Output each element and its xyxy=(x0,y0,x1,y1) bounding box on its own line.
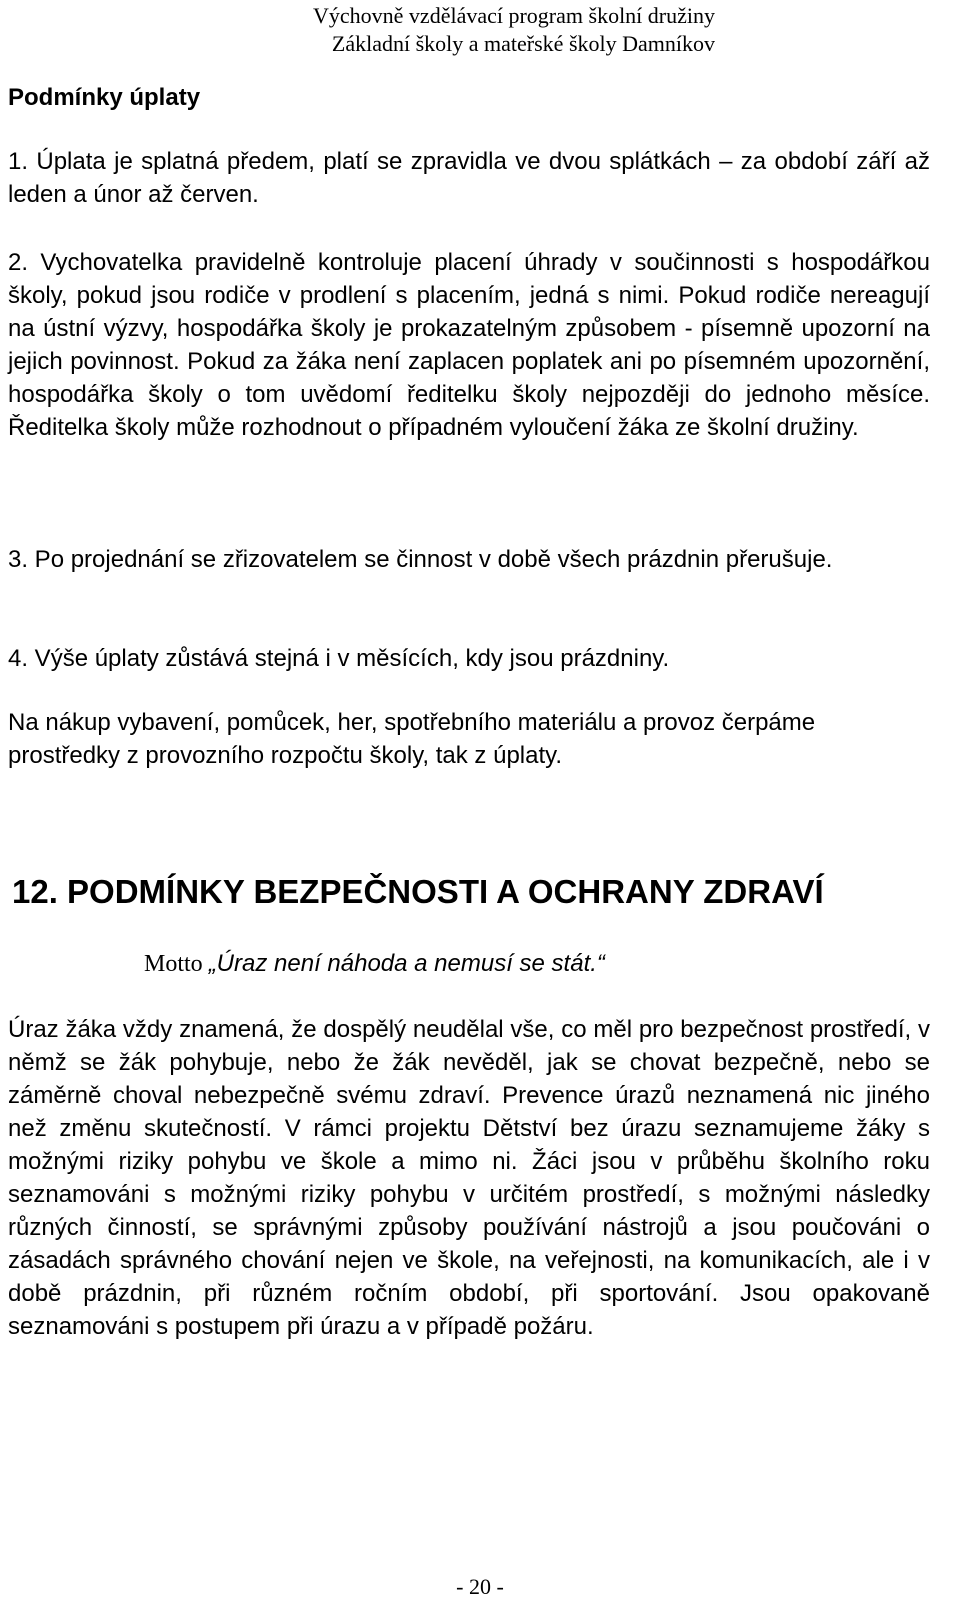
header-school-name: Základní školy a mateřské školy Damníkov xyxy=(331,31,715,56)
section-heading: Podmínky úplaty xyxy=(8,84,201,111)
payment-item-4: 4. Výše úplaty zůstává stejná i v měsících, kdy jsou prázdniny. xyxy=(8,645,670,672)
payment-item-1: 1. Úplata je splatná předem, platí se zpravidla ve dvou splátkách – za období září až leden a únor až červen. xyxy=(8,148,930,208)
page-header xyxy=(313,2,715,58)
header-program-title: Výchovně vzdělávací program školní družiny xyxy=(313,3,715,28)
payment-item-3: 3. Po projednání se zřizovatelem se činnost v době všech prázdnin přerušuje. xyxy=(8,546,833,573)
motto xyxy=(144,948,605,980)
chapter-title: 12. PODMÍNKY BEZPEČNOSTI A OCHRANY ZDRAVÍ xyxy=(12,873,824,910)
motto-label: Motto xyxy=(144,951,203,977)
motto-quote: „Úraz není náhoda a nemusí se stát.“ xyxy=(208,950,605,977)
safety-paragraph: Úraz žáka vždy znamená, že dospělý neudělal vše, co měl pro bezpečnost prostředí, v němž se žák pohybuje, nebo že žák nevěděl, jak se chovat bezpečně, nebo se záměrně choval nebezpečně svému zdraví. Prevence úrazů neznamená nic jiného než změnu skutečností. V rámci projektu Dětství bez úrazu seznamujeme žáky s možnými riziky pohybu ve škole a mimo ni. Žáci jsou v průběhu školního roku seznamováni s možnými riziky pohybu v určitém prostředí, s možnými následky různých činností, se správnými způsoby používání nástrojů a jsou poučováni o zásadách správného chování nejen ve škole, na veřejnosti, na komunikacích, ale i v době prázdnin, při různém ročním období, při sportování. Jsou opakovaně seznamováni s postupem při úrazu a v případě požáru. xyxy=(8,1016,930,1340)
payment-item-2: 2. Vychovatelka pravidelně kontroluje placení úhrady v součinnosti s hospodářkou školy, pokud jsou rodiče v prodlení s placením, jedná s nimi. Pokud rodiče nereagují na ústní výzvy, hospodářka školy je prokazatelným způsobem - písemně upozorní na jejich povinnost. Pokud za žáka není zaplacen poplatek ani po písemném upozornění, hospodářka školy o tom uvědomí ředitelku školy nejpozději do jednoho měsíce. Ředitelka školy může rozhodnout o případném vyloučení žáka ze školní družiny. xyxy=(8,249,930,441)
page-number: - 20 - xyxy=(456,1574,504,1599)
funding-paragraph: Na nákup vybavení, pomůcek, her, spotřebního materiálu a provoz čerpáme prostředky z provozního rozpočtu školy, tak z úplaty. xyxy=(8,709,816,769)
